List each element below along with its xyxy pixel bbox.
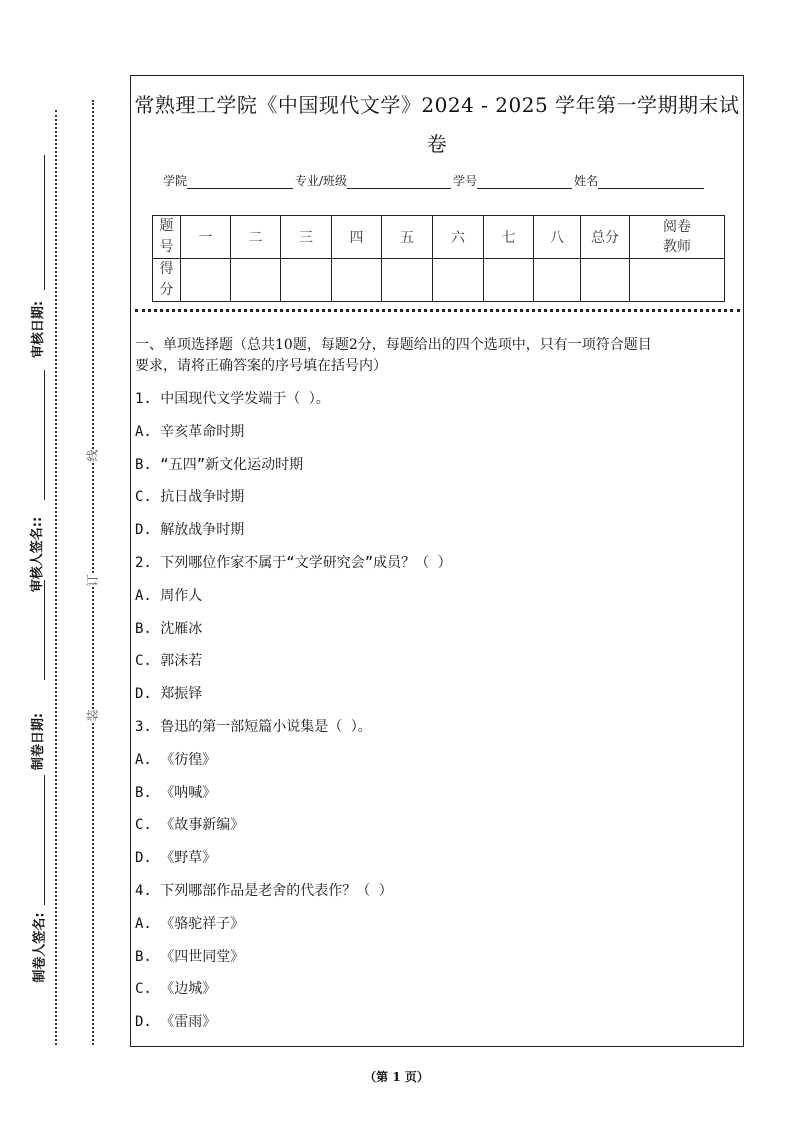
score-cell[interactable] bbox=[231, 259, 281, 302]
score-cell[interactable] bbox=[332, 259, 382, 302]
score-cell[interactable] bbox=[581, 259, 630, 302]
maker-date-label: 制卷日期: bbox=[31, 712, 47, 771]
score-cell[interactable] bbox=[382, 259, 433, 302]
student-info-row bbox=[163, 172, 706, 189]
question-stem: 3. 鲁迅的第一部短篇小说集是（ ）。 bbox=[135, 719, 372, 735]
reviewer-sign-label: 审核人签名:: bbox=[30, 516, 46, 593]
col-1: 一 bbox=[181, 216, 231, 259]
score-cell[interactable] bbox=[181, 259, 231, 302]
binding-dotted-line bbox=[92, 100, 94, 1045]
score-cell[interactable] bbox=[484, 259, 534, 302]
answer-option: D. 解放战争时期 bbox=[135, 522, 245, 539]
reviewer-sign-line bbox=[44, 370, 45, 500]
binding-mark-line: 线 bbox=[85, 449, 100, 462]
exam-title-cont: 卷 bbox=[426, 132, 448, 156]
col-5: 五 bbox=[382, 216, 433, 259]
answer-option: A. 辛亥革命时期 bbox=[135, 423, 245, 440]
answer-option: C. 抗日战争时期 bbox=[135, 489, 245, 506]
question-stem: 2. 下列哪位作家不属于“文学研究会”成员？（ ） bbox=[135, 555, 452, 571]
maker-date-line-top bbox=[44, 580, 45, 680]
maker-date-line bbox=[44, 775, 45, 905]
seal-dotted-line-outer bbox=[55, 110, 57, 1045]
answer-option: D. 《雷雨》 bbox=[135, 1014, 217, 1031]
reviewer-date-line bbox=[44, 155, 45, 290]
score-cell[interactable] bbox=[630, 259, 725, 302]
answer-option: B. “五四”新文化运动时期 bbox=[135, 456, 304, 473]
answer-option: B. 《四世同堂》 bbox=[135, 948, 245, 965]
answer-option: D. 郑振铎 bbox=[135, 686, 203, 703]
answer-option: A. 《骆驼祥子》 bbox=[135, 915, 245, 932]
college-field[interactable] bbox=[187, 174, 293, 189]
binding-mark-order: 订 bbox=[85, 574, 100, 587]
col-grader: 阅卷 教师 bbox=[630, 216, 725, 259]
answer-option: B. 《呐喊》 bbox=[135, 784, 217, 801]
score-table bbox=[152, 215, 725, 302]
question-number-row bbox=[153, 216, 725, 259]
page-number: （第 1 页） bbox=[364, 1070, 429, 1084]
col-6: 六 bbox=[433, 216, 484, 259]
answer-option: C. 《边城》 bbox=[135, 981, 217, 998]
maker-sign-label: 制卷人签名: bbox=[32, 912, 48, 983]
major-label: 专业/班级 bbox=[295, 174, 348, 188]
college-label: 学院 bbox=[163, 174, 188, 188]
answer-option: A. 周作人 bbox=[135, 587, 203, 604]
score-row bbox=[153, 259, 725, 302]
student-id-label: 学号 bbox=[453, 174, 478, 188]
name-field[interactable] bbox=[598, 174, 704, 189]
col-7: 七 bbox=[484, 216, 534, 259]
score-cell[interactable] bbox=[433, 259, 484, 302]
score-header: 得 分 bbox=[153, 259, 181, 302]
answer-option: B. 沈雁冰 bbox=[135, 620, 203, 637]
binding-mark-bind: 装 bbox=[85, 709, 100, 722]
answer-option: C. 郭沫若 bbox=[135, 653, 203, 670]
dotted-separator bbox=[135, 309, 740, 312]
col-2: 二 bbox=[231, 216, 281, 259]
col-4: 四 bbox=[332, 216, 382, 259]
col-total: 总分 bbox=[581, 216, 630, 259]
col-8: 八 bbox=[534, 216, 581, 259]
exam-title: 常熟理工学院《中国现代文学》2024 - 2025 学年第一学期期末试 bbox=[134, 93, 740, 117]
col-3: 三 bbox=[281, 216, 332, 259]
question-stem: 1. 中国现代文学发端于（ ）。 bbox=[135, 391, 330, 407]
name-label: 姓名 bbox=[574, 174, 599, 188]
score-cell[interactable] bbox=[281, 259, 332, 302]
answer-option: D. 《野草》 bbox=[135, 850, 217, 867]
major-field[interactable] bbox=[347, 174, 451, 189]
reviewer-date-label: 审核日期: bbox=[31, 300, 47, 359]
answer-option: A. 《彷徨》 bbox=[135, 751, 217, 768]
question-stem: 4. 下列哪部作品是老舍的代表作？（ ） bbox=[135, 883, 393, 899]
score-cell[interactable] bbox=[534, 259, 581, 302]
section-heading: 一、单项选择题（总共10题，每题2分，每题给出的四个选项中，只有一项符合题目 bbox=[135, 337, 652, 353]
question-number-header: 题 号 bbox=[153, 216, 181, 259]
section-heading: 要求，请将正确答案的序号填在括号内） bbox=[135, 358, 387, 374]
answer-option: C. 《故事新编》 bbox=[135, 817, 245, 834]
student-id-field[interactable] bbox=[477, 174, 572, 189]
